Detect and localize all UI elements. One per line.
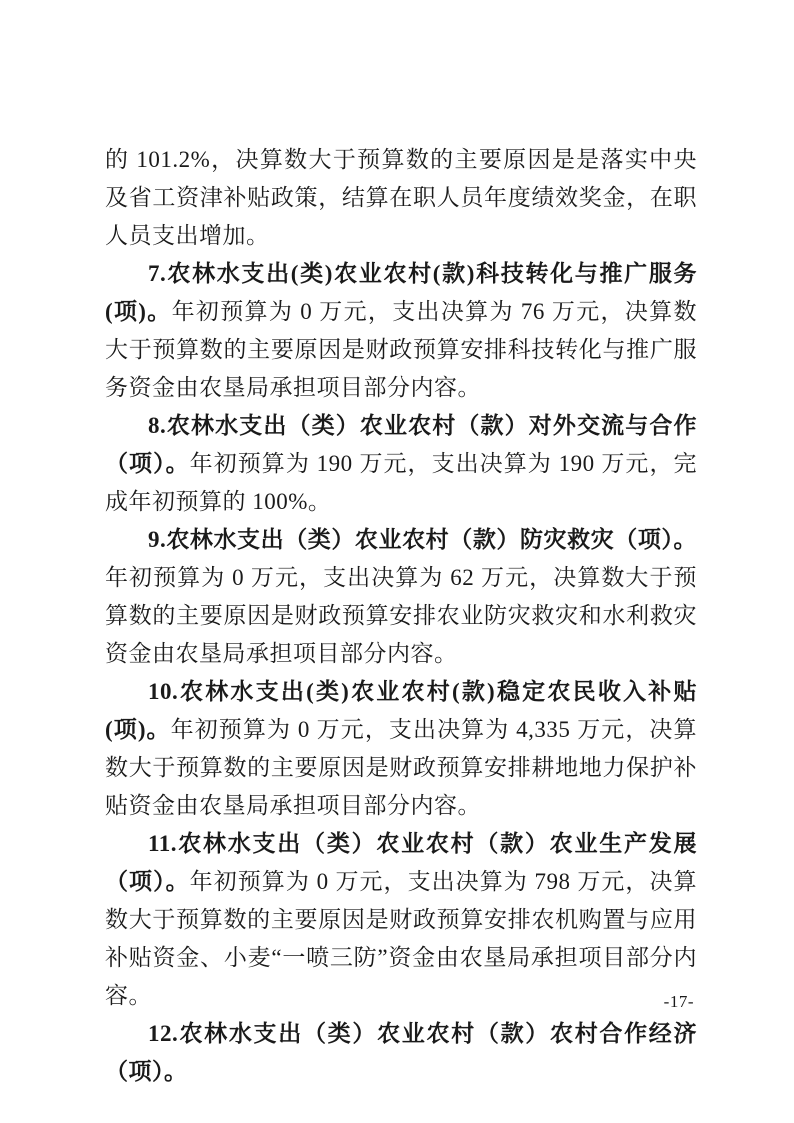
paragraph-12: [105, 1015, 697, 1091]
paragraph-7-lead: 7.农林水支出(类)农业农村(款)科技转化与推广服务(项)。: [105, 261, 697, 324]
document-body: [105, 141, 697, 1091]
paragraph-10-lead: 10.农林水支出(类)农业农村(款)稳定农民收入补贴(项)。: [105, 679, 697, 742]
page-number: -17-: [663, 992, 694, 1011]
paragraph-12-lead: 12.农林水支出（类）农业农村（款）农村合作经济（项）。: [105, 1021, 697, 1084]
paragraph-11: [105, 825, 697, 1015]
paragraph-9: [105, 521, 697, 673]
paragraph-8-body: 年初预算为 190 万元，支出决算为 190 万元，完成年初预算的 100%。: [105, 451, 698, 514]
paragraph-10: [105, 673, 697, 825]
paragraph-10-body: 年初预算为 0 万元，支出决算为 4,335 万元，决算数大于预算数的主要原因是财政预算安排耕地地力保护补贴资金由农垦局承担项目部分内容。: [105, 717, 698, 818]
paragraph-8-lead: 8.农林水支出（类）农业农村（款）对外交流与合作（项）。: [105, 413, 697, 476]
paragraph-9-lead: 9.农林水支出（类）农业农村（款）防灾救灾（项）。: [148, 527, 697, 552]
paragraph-7-body: 年初预算为 0 万元，支出决算为 76 万元，决算数大于预算数的主要原因是财政预算安排科技转化与推广服务资金由农垦局承担项目部分内容。: [105, 299, 697, 400]
paragraph-7: [105, 255, 697, 407]
paragraph-11-body: 年初预算为 0 万元，支出决算为 798 万元，决算数大于预算数的主要原因是财政预算安排农机购置与应用补贴资金、小麦“一喷三防”资金由农垦局承担项目部分内容。: [105, 869, 698, 1008]
paragraph-9-body: 年初预算为 0 万元，支出决算为 62 万元，决算数大于预算数的主要原因是财政预算安排农业防灾救灾和水利救灾资金由农垦局承担项目部分内容。: [105, 565, 697, 666]
paragraph-8: [105, 407, 697, 521]
paragraph-11-lead: 11.农林水支出（类）农业农村（款）农业生产发展（项）。: [105, 831, 697, 894]
paragraph-continuation: 的 101.2%，决算数大于预算数的主要原因是是落实中央及省工资津补贴政策，结算在职人员年度绩效奖金，在职人员支出增加。: [105, 147, 697, 248]
